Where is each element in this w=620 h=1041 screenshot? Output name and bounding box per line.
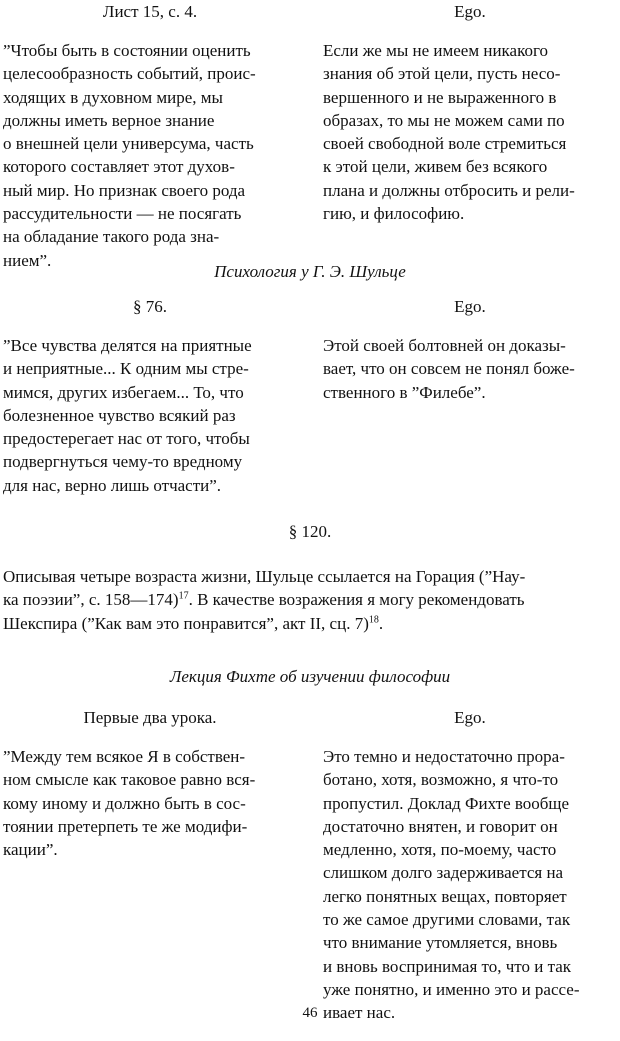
- footnote-ref-17: 17: [178, 590, 189, 602]
- block3-right-heading: Ego.: [454, 708, 486, 727]
- block1-left-heading: Лист 15, с. 4.: [102, 2, 198, 21]
- block2-commentary: Этой своей болтовней он доказы- вает, что он совсем не понял боже- ственного в ”Филебе”.: [323, 336, 575, 402]
- block2-quote: ”Все чувства делятся на приятные и неприятные... К одним мы стре- мимся, других избегаем... То, что болезненное чувство всякий раз предостерегает нас от того, чтобы подвергнуться чему-то вредному для нас, верно лишь отчасти”.: [3, 336, 252, 495]
- section-120-text-2: . В качестве возражения я могу рекомендовать Шекспира (”Как вам это понравится”, акт II, сц. 7): [3, 590, 525, 633]
- block2-left-heading: § 76.: [133, 297, 167, 316]
- section-title-fichte: Лекция Фихте об изучении философии: [169, 667, 451, 686]
- section-120-text-1: Описывая четыре возраста жизни, Шульце ссылается на Горация (”Нау- ка поэзии”, с. 158—174): [3, 567, 526, 610]
- section-title-schulze: Психология у Г. Э. Шульце: [214, 262, 406, 281]
- block1-right-heading: Ego.: [454, 2, 486, 21]
- section-120-text-3: .: [378, 613, 384, 633]
- footnote-ref-18: 18: [368, 613, 379, 625]
- section-120-paragraph: [3, 565, 617, 635]
- block1-commentary: Если же мы не имеем никакого знания об этой цели, пусть несо- вершенного и не выраженного в образах, то мы не можем сами по своей свободной воле стремиться к этой цели, живем без всякого плана и должны отбросить и рели- гию, и философию.: [323, 41, 575, 224]
- block1-quote: ”Чтобы быть в состоянии оценить целесообразность событий, проис- ходящих в духовном мире, мы должны иметь верное знание о внешней цели универсума, часть которого составляет этот духов- ный мир. Но признак своего рода рассудительности — не посягать на обладание такого рода зна- нием”.: [3, 41, 256, 270]
- section-120-heading: § 120.: [288, 522, 332, 541]
- block3-commentary: Это темно и недостаточно прора- ботано, хотя, возможно, я что-то пропустил. Доклад Фихте вообще достаточно внятен, и говорит он медленно, хотя, по-моему, часто слишком долго задерживается на легко понятных вещах, повторяет то же самое другими словами, так что внимание утомляется, вновь и вновь воспринимая то, что и так уже понятно, и именно это и рассе- ивает нас.: [323, 747, 580, 1023]
- block3-left-heading: Первые два урока.: [83, 708, 217, 727]
- block2-right-heading: Ego.: [454, 297, 486, 316]
- page-number: 46: [302, 1005, 318, 1021]
- block3-quote: ”Между тем всякое Я в собствен- ном смысле как таковое равно вся- кому иному и должно быть в сос- тоянии претерпеть те же модифи- кации”.: [3, 747, 256, 860]
